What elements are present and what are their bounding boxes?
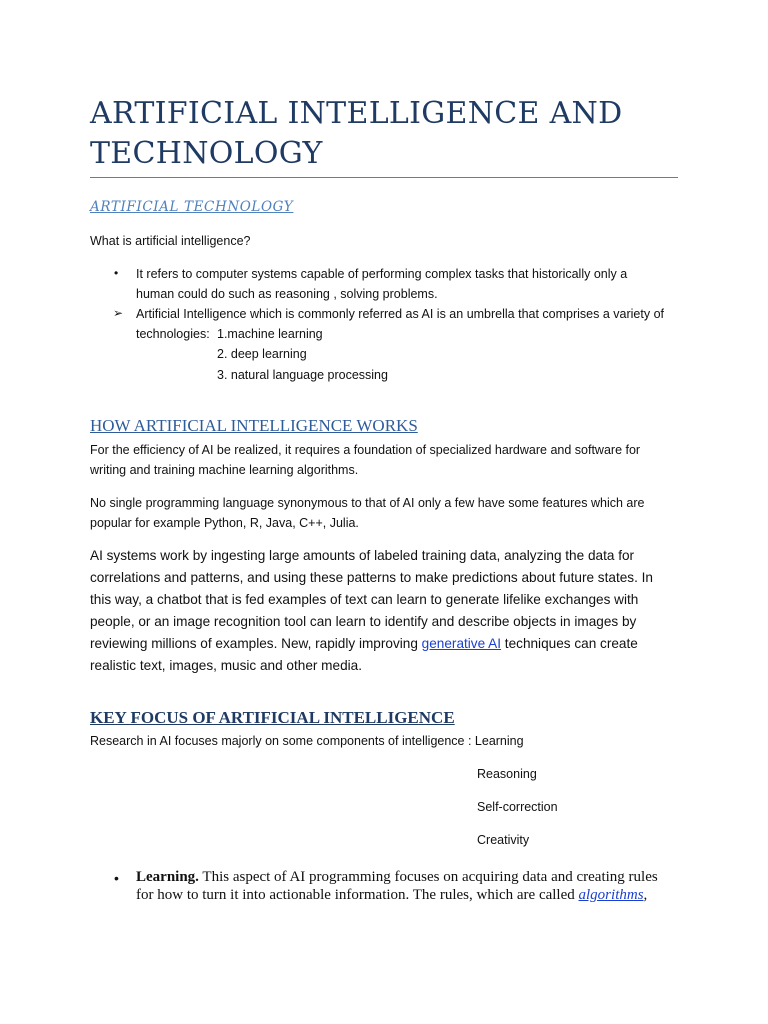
how-para-3-line-3: this way, a chatbot that is fed examples of text can learn to generate lifelike exchanges with xyxy=(90,592,639,607)
title-line-1: ARTIFICIAL INTELLIGENCE AND xyxy=(90,96,623,131)
title-line-2: TECHNOLOGY xyxy=(90,136,323,171)
focus-intro: Research in AI focuses majorly on some components of intelligence : Learning xyxy=(90,734,524,748)
generative-ai-link[interactable]: generative AI xyxy=(421,636,502,651)
learning-line-2-after: , xyxy=(643,887,648,903)
how-para-2-line-2: popular for example Python, R, Java, C++, Julia. xyxy=(90,516,359,530)
how-para-3-line-4: people, or an image recognition tool can learn to identify and describe objects in images by xyxy=(90,614,637,629)
bullet-1-line-1: It refers to computer systems capable of performing complex tasks that historically only a xyxy=(136,267,628,281)
algorithms-link[interactable]: algorithms xyxy=(578,887,644,903)
how-para-3-line-1: AI systems work by ingesting large amounts of labeled training data, analyzing the data for xyxy=(90,548,635,563)
subtitle: ARTIFICIAL TECHNOLOGY xyxy=(90,199,294,215)
arrow-bullet-icon: ➢ xyxy=(113,306,124,320)
how-para-1-line-1: For the efficiency of AI be realized, it requires a foundation of specialized hardware and software for xyxy=(90,443,641,457)
how-para-3-line-5-before: reviewing millions of examples. New, rapidly improving xyxy=(90,636,422,651)
bullet-1-line-2: human could do such as reasoning , solving problems. xyxy=(136,287,438,301)
how-para-3-line-2: correlations and patterns, and using these patterns to make predictions about future states. In xyxy=(90,570,653,585)
section-heading-focus: KEY FOCUS OF ARTIFICIAL INTELLIGENCE xyxy=(90,708,455,727)
how-para-3-line-5 xyxy=(90,633,670,655)
learning-line-2-before: for how to turn it into actionable information. The rules, which are called xyxy=(136,887,579,903)
learning-line-1-text: This aspect of AI programming focuses on acquiring data and creating rules xyxy=(198,869,658,885)
how-para-3-line-5-after: techniques can create xyxy=(501,636,638,651)
technology-item: 2. deep learning xyxy=(217,347,307,361)
how-para-3-line-6: realistic text, images, music and other media. xyxy=(90,658,362,673)
bullet-2-line-1: Artificial Intelligence which is commonly referred as AI is an umbrella that comprises a variety of xyxy=(136,307,664,321)
question-text: What is artificial intelligence? xyxy=(90,234,251,248)
title-divider xyxy=(90,177,678,178)
technology-item: 1.machine learning xyxy=(217,327,323,341)
learning-line-2 xyxy=(136,886,647,904)
bullet-2-prefix: technologies: xyxy=(136,327,210,341)
bullet-dot-icon: • xyxy=(114,266,119,280)
section-heading-how: HOW ARTIFICIAL INTELLIGENCE WORKS xyxy=(90,416,418,435)
component-item: Reasoning xyxy=(477,767,537,781)
component-item: Self-correction xyxy=(477,800,558,814)
how-para-1-line-2: writing and training machine learning algorithms. xyxy=(90,463,359,477)
learning-term: Learning. xyxy=(136,869,199,885)
how-para-2-line-1: No single programming language synonymous to that of AI only a few have some features which are xyxy=(90,496,645,510)
technology-item: 3. natural language processing xyxy=(217,368,388,382)
learning-line-1 xyxy=(136,868,658,886)
component-item: Creativity xyxy=(477,833,530,847)
bullet-dot-icon: • xyxy=(114,870,119,886)
document-title xyxy=(90,94,690,174)
